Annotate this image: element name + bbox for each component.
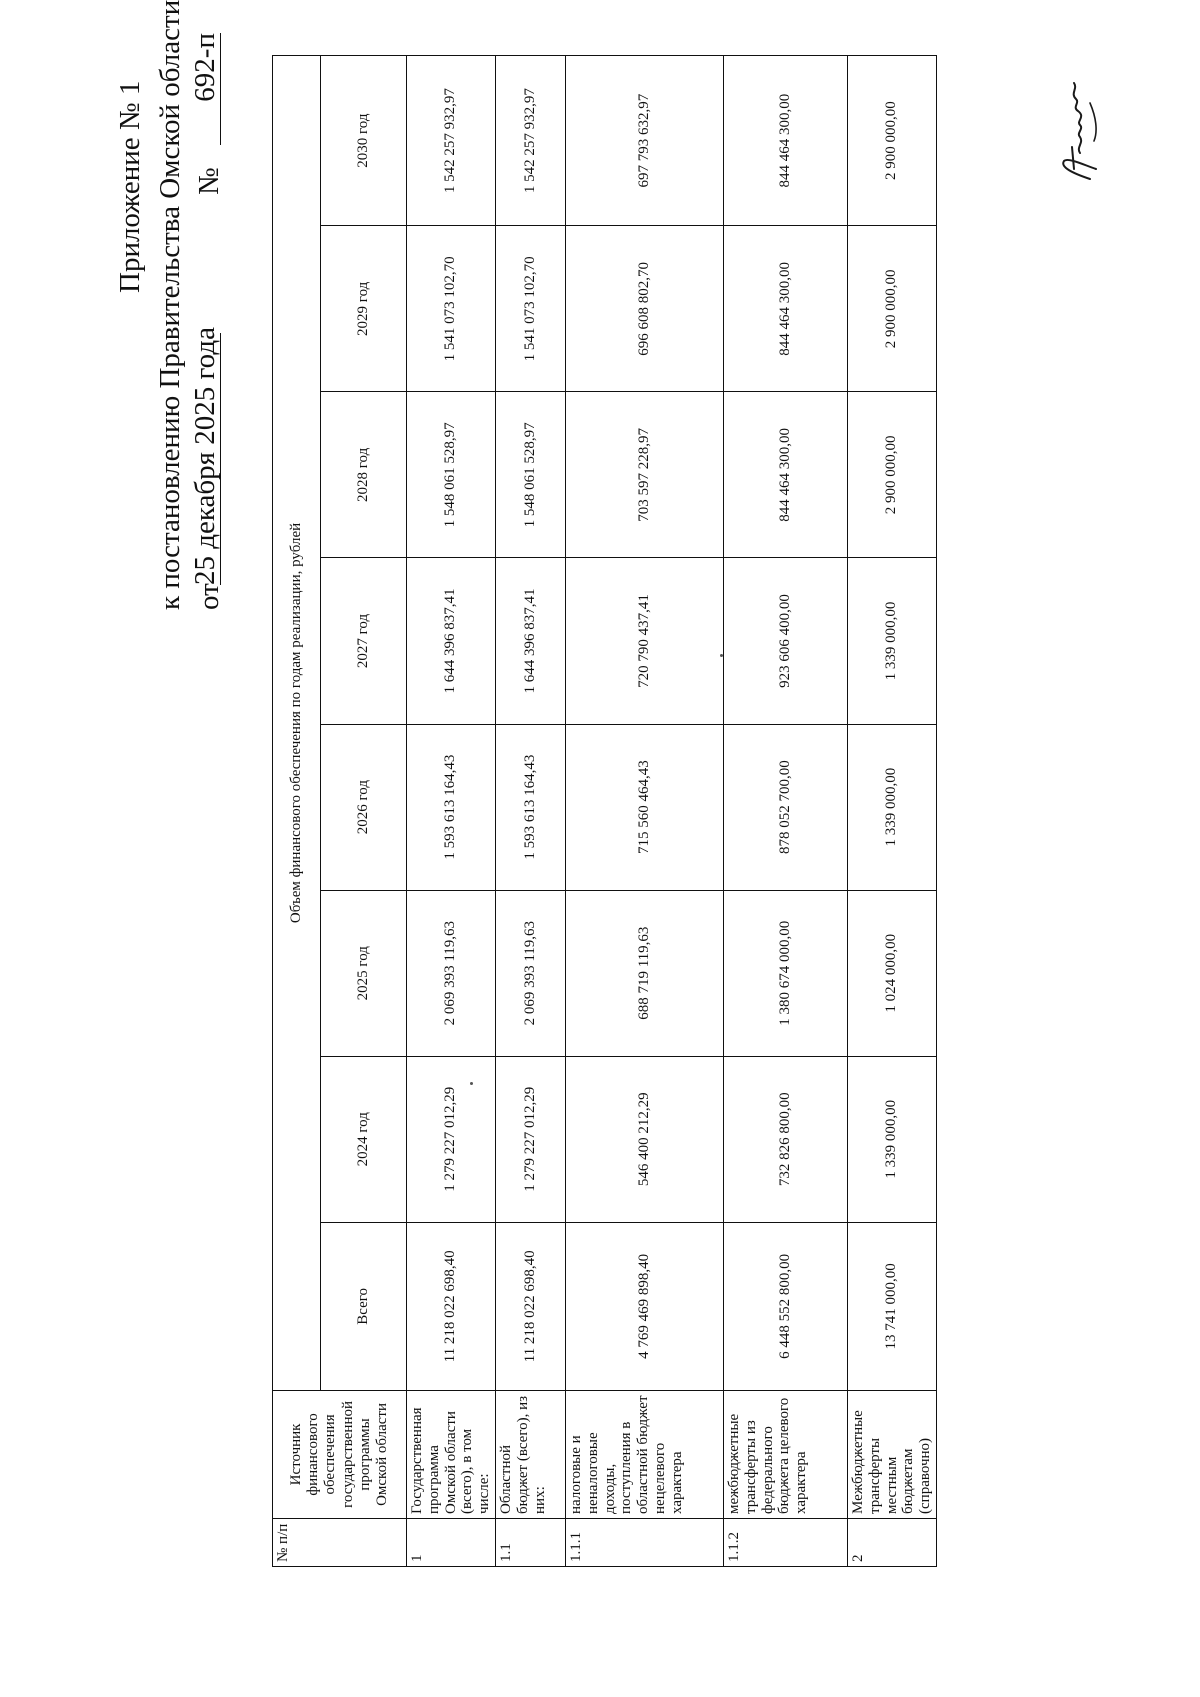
row-num: 1 bbox=[407, 1518, 496, 1566]
row-value: 844 464 300,00 bbox=[723, 56, 847, 226]
row-value: 1 380 674 000,00 bbox=[723, 890, 847, 1056]
row-source: Межбюджетные трансферты местным бюджетам (справочно) bbox=[847, 1390, 936, 1518]
row-value: 1 542 257 932,97 bbox=[495, 56, 565, 226]
resolution-number: 692-п bbox=[190, 33, 221, 145]
row-value: 1 279 227 012,29 bbox=[495, 1056, 565, 1222]
header-year: 2030 год bbox=[321, 56, 407, 226]
header-total: Всего bbox=[321, 1222, 407, 1390]
row-value: 878 052 700,00 bbox=[723, 724, 847, 890]
row-value: 2 069 393 119,63 bbox=[495, 890, 565, 1056]
table-row bbox=[495, 56, 565, 1567]
header-year: 2026 год bbox=[321, 724, 407, 890]
row-source: Государственная программа Омской области (всего), в том числе: bbox=[407, 1390, 496, 1518]
row-value: 1 541 073 102,70 bbox=[407, 226, 496, 392]
row-num: 1.1.1 bbox=[565, 1518, 723, 1566]
header-year: 2024 год bbox=[321, 1056, 407, 1222]
header-year: 2025 год bbox=[321, 890, 407, 1056]
row-total: 6 448 552 800,00 bbox=[723, 1222, 847, 1390]
resolution-date: 25 декабря 2025 года bbox=[189, 327, 221, 585]
header-year: 2028 год bbox=[321, 392, 407, 558]
table-row bbox=[723, 56, 847, 1567]
row-value: 844 464 300,00 bbox=[723, 226, 847, 392]
row-value: 1 644 396 837,41 bbox=[407, 558, 496, 724]
row-value: 732 826 800,00 bbox=[723, 1056, 847, 1222]
row-value: 1 542 257 932,97 bbox=[407, 56, 496, 226]
row-value: 715 560 464,43 bbox=[565, 724, 723, 890]
row-total: 4 769 469 898,40 bbox=[565, 1222, 723, 1390]
row-value: 1 644 396 837,41 bbox=[495, 558, 565, 724]
row-value: 844 464 300,00 bbox=[723, 392, 847, 558]
header-num: № п/п bbox=[273, 1518, 407, 1566]
row-value: 2 900 000,00 bbox=[847, 392, 936, 558]
row-num: 1.1 bbox=[495, 1518, 565, 1566]
row-value: 1 339 000,00 bbox=[847, 1056, 936, 1222]
table-row bbox=[847, 56, 936, 1567]
row-value: 1 024 000,00 bbox=[847, 890, 936, 1056]
row-total: 13 741 000,00 bbox=[847, 1222, 936, 1390]
row-total: 11 218 022 698,40 bbox=[407, 1222, 496, 1390]
row-value: 720 790 437,41 bbox=[565, 558, 723, 724]
header-year: 2029 год bbox=[321, 226, 407, 392]
row-source: Областной бюджет (всего), из них: bbox=[495, 1390, 565, 1518]
scan-artifact bbox=[470, 1082, 473, 1085]
row-value: 1 339 000,00 bbox=[847, 558, 936, 724]
row-value: 1 593 613 164,43 bbox=[495, 724, 565, 890]
financing-table bbox=[272, 55, 937, 1567]
row-source: налоговые и неналоговые доходы, поступления в областной бюджет нецелевого характера bbox=[565, 1390, 723, 1518]
row-value: 697 793 632,97 bbox=[565, 56, 723, 226]
row-value: 923 606 400,00 bbox=[723, 558, 847, 724]
row-value: 2 900 000,00 bbox=[847, 56, 936, 226]
row-value: 1 279 227 012,29 bbox=[407, 1056, 496, 1222]
row-value: 703 597 228,97 bbox=[565, 392, 723, 558]
row-value: 2 900 000,00 bbox=[847, 226, 936, 392]
row-num: 1.1.2 bbox=[723, 1518, 847, 1566]
row-value: 2 069 393 119,63 bbox=[407, 890, 496, 1056]
row-source: межбюджетные трансферты из федерального бюджета целевого характера bbox=[723, 1390, 847, 1518]
header-volume-group: Объем финансового обеспечения по годам реализации, рублей bbox=[273, 56, 321, 1391]
row-num: 2 bbox=[847, 1518, 936, 1566]
row-total: 11 218 022 698,40 bbox=[495, 1222, 565, 1390]
appendix-title: Приложение № 1 bbox=[114, 80, 146, 293]
header-source: Источник финансового обеспечения государственной программы Омской области bbox=[273, 1390, 407, 1518]
row-value: 546 400 212,29 bbox=[565, 1056, 723, 1222]
table-row bbox=[565, 56, 723, 1567]
header-year: 2027 год bbox=[321, 558, 407, 724]
appendix-subtitle: к постановлению Правительства Омской области bbox=[154, 0, 186, 610]
row-value: 1 548 061 528,97 bbox=[407, 392, 496, 558]
row-value: 1 548 061 528,97 bbox=[495, 392, 565, 558]
handwritten-signature bbox=[1050, 77, 1108, 187]
table-row bbox=[407, 56, 496, 1567]
row-value: 1 541 073 102,70 bbox=[495, 226, 565, 392]
row-value: 1 339 000,00 bbox=[847, 724, 936, 890]
scan-artifact bbox=[720, 654, 723, 657]
row-value: 1 593 613 164,43 bbox=[407, 724, 496, 890]
number-label: № bbox=[193, 167, 225, 195]
date-label: от bbox=[193, 583, 225, 610]
row-value: 688 719 119,63 bbox=[565, 890, 723, 1056]
row-value: 696 608 802,70 bbox=[565, 226, 723, 392]
